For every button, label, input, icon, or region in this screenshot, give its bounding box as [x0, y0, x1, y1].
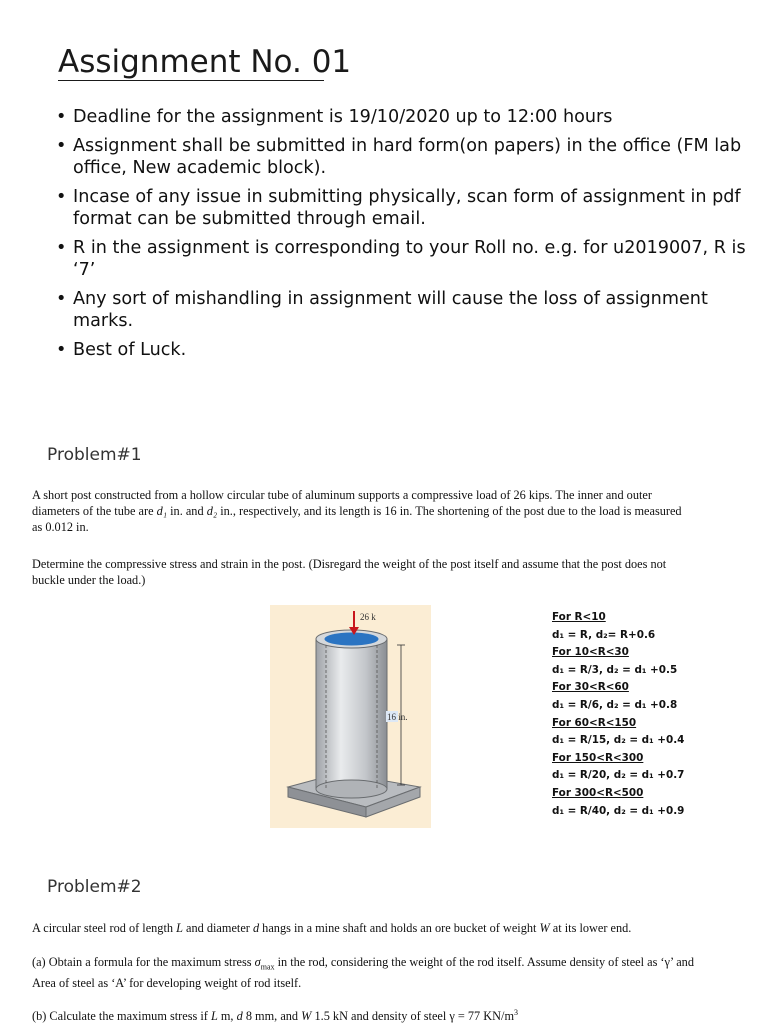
page-title: Assignment No. 01 [58, 44, 352, 80]
d1-symbol: d₁ [156, 504, 168, 518]
L-symbol: L [176, 921, 183, 935]
case-formula: d₁ = R/20, d₂ = d₁ +0.7 [552, 769, 685, 782]
d2-symbol: d₂ [206, 504, 218, 518]
case-range: For 300<R<500 [552, 786, 644, 799]
problem1-title: Problem#1 [47, 445, 142, 465]
problem2-title: Problem#2 [47, 877, 142, 897]
problem1-statement-part: in., respectively, and its length is 16 in. The shortening of the post due to the load is measured as 0.012 in. [32, 504, 682, 534]
problem2-statement-part: A circular steel rod of length [32, 921, 177, 935]
problem2-statement-part: at its lower end. [549, 921, 632, 935]
part-b-text: 8 mm, and [242, 1009, 302, 1024]
list-item [56, 339, 746, 361]
part-b-text: (b) Calculate the maximum stress if [32, 1009, 211, 1024]
instructions-list [56, 106, 746, 368]
part-b-text: 1.5 kN and density of steel γ = 77 KN/m [311, 1009, 515, 1024]
case-formula: d₁ = R/3, d₂ = d₁ +0.5 [552, 663, 678, 676]
tube-bottom [316, 780, 387, 798]
case-formula: d₁ = R/40, d₂ = d₁ +0.9 [552, 804, 685, 817]
L-symbol: L [210, 1009, 218, 1024]
problem1-statement-part: A short post constructed from a hollow circular tube of aluminum supports a compressive load of 26 kips. The inner and outer diameters of the tube are [32, 488, 652, 518]
sigma-subscript: max [260, 962, 275, 972]
bullet-icon: • [56, 187, 67, 207]
list-item [56, 106, 746, 128]
list-item-text: Best of Luck. [73, 340, 187, 360]
bullet-icon: • [56, 107, 67, 127]
sigma-symbol: σ [254, 955, 261, 969]
case-range: For 150<R<300 [552, 751, 644, 764]
case-range: For 60<R<150 [552, 716, 637, 729]
list-item-text: R in the assignment is corresponding to your Roll no. e.g. for u2019007, R is ‘7’ [73, 238, 746, 280]
d-symbol: d [252, 921, 260, 935]
bullet-icon: • [56, 289, 67, 309]
problem2-part-a [32, 954, 712, 991]
problem2-part-b [32, 1005, 732, 1024]
length-label: 16 in. [387, 712, 408, 722]
bullet-icon: • [56, 136, 67, 156]
list-item [56, 288, 746, 332]
load-label: 26 k [360, 612, 376, 622]
bullet-icon: • [56, 238, 67, 258]
case-range: For 30<R<60 [552, 681, 629, 694]
part-b-text: m, [217, 1009, 237, 1024]
cubic-superscript: 3 [514, 1008, 519, 1017]
problem1-statement-part: in. and [167, 504, 207, 518]
problem2-statement [32, 920, 692, 936]
problem1-question: Determine the compressive stress and strain in the post. (Disregard the weight of the post itself and assume that the post does not buckle under the load.) [32, 557, 667, 587]
tube-inner-hole [325, 633, 379, 646]
list-item-text: Any sort of mishandling in assignment will cause the loss of assignment marks. [73, 289, 708, 331]
list-item-text: Deadline for the assignment is 19/10/2020 up to 12:00 hours [73, 107, 613, 127]
list-item [56, 237, 746, 281]
case-formula: d₁ = R, d₂= R+0.6 [552, 628, 656, 641]
case-range: For R<10 [552, 611, 606, 623]
part-a-text: in the rod, considering the weight of the rod itself. Assume density of steel as ‘γ’ and Area of steel as ‘A’ for developing weight of rod itself. [32, 955, 694, 991]
problem2-statement-part: and diameter [182, 921, 253, 935]
title-underline [58, 80, 324, 81]
post-figure [270, 605, 431, 828]
list-item [56, 186, 746, 230]
tube-body [316, 639, 387, 789]
part-a-text: (a) Obtain a formula for the maximum stress [32, 955, 255, 969]
problem1-statement [32, 487, 692, 535]
W-symbol: W [539, 921, 550, 935]
W-symbol: W [301, 1009, 312, 1024]
problem2-statement-part: hangs in a mine shaft and holds an ore bucket of weight [259, 921, 540, 935]
bullet-icon: • [56, 340, 67, 360]
d-symbol: d [236, 1009, 243, 1024]
list-item [56, 135, 746, 179]
list-item-text: Incase of any issue in submitting physically, scan form of assignment in pdf format can be submitted through email. [73, 187, 741, 229]
case-formula: d₁ = R/15, d₂ = d₁ +0.4 [552, 734, 685, 747]
cases-table [552, 609, 684, 820]
case-range: For 10<R<30 [552, 646, 629, 659]
case-formula: d₁ = R/6, d₂ = d₁ +0.8 [552, 698, 678, 711]
list-item-text: Assignment shall be submitted in hard form(on papers) in the office (FM lab office, New academic block). [73, 136, 742, 178]
